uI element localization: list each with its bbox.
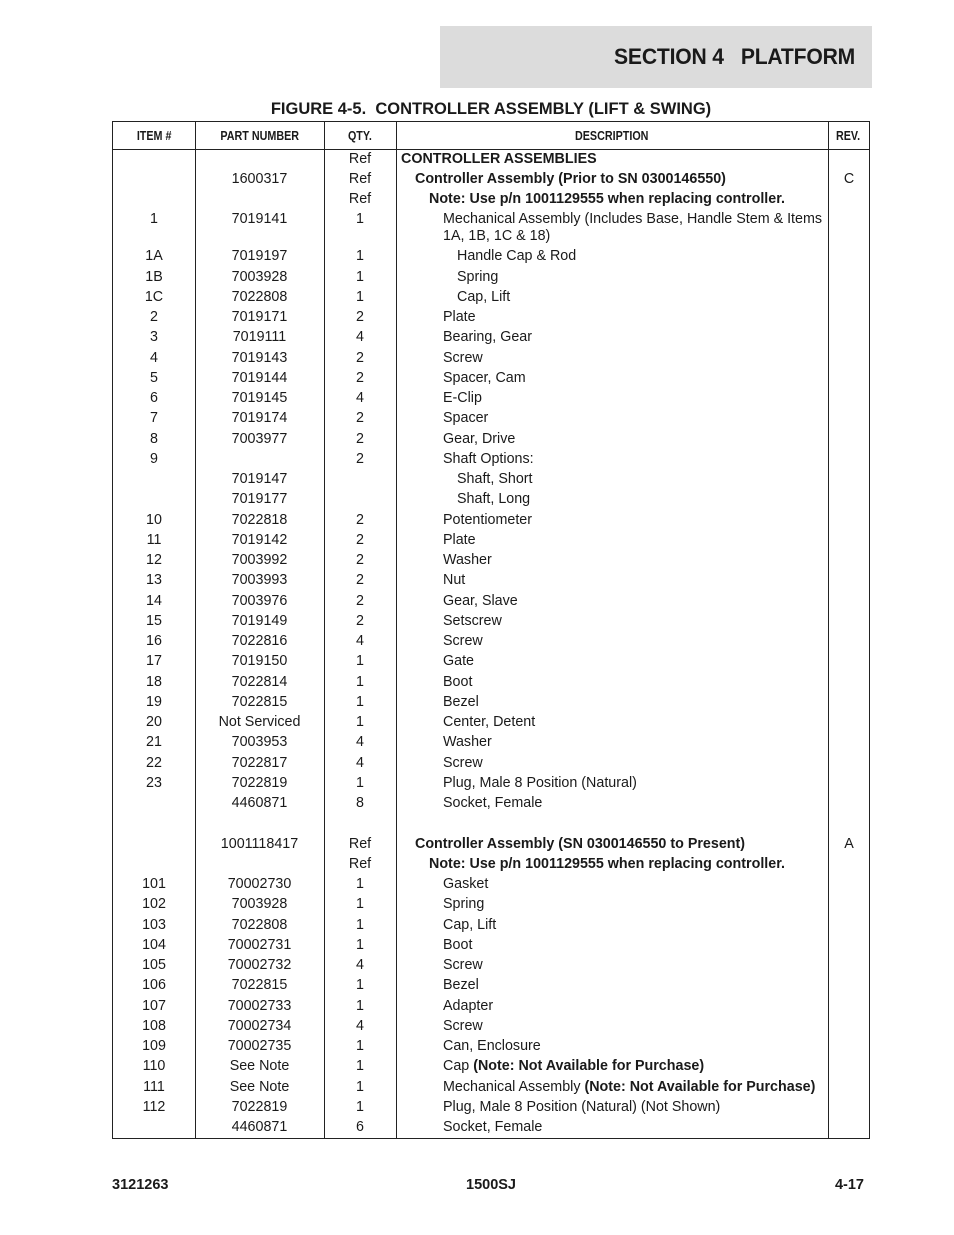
item-number-cell: 110 [142,1058,166,1075]
description-cell [443,755,823,772]
section-banner [440,26,872,88]
item-number-cell: 1C [144,288,164,305]
item-number-cell: 109 [142,1038,166,1054]
part-number-cell: 7022815 [231,977,288,994]
item-number-cell: 15 [146,612,162,629]
qty-cell: Ref [348,835,372,852]
description-cell [443,917,823,934]
description-text: Spring [457,268,499,285]
description-text: Can, Enclosure [443,1038,541,1054]
item-number-cell: 14 [146,592,162,609]
column-divider [396,122,397,1138]
description-text: Plate [443,531,476,548]
qty-cell: 4 [356,957,364,973]
description-text: Adapter [443,997,494,1014]
item-number-cell: 105 [142,957,166,973]
part-number-cell: 70002732 [227,957,292,973]
description-text: Gate [443,653,474,670]
description-text: Screw [443,1017,483,1034]
qty-cell: 2 [356,430,364,447]
description-continuation: 1A, 1B, 1C & 18) [443,228,551,245]
qty-cell: 8 [356,795,364,811]
description-text: Screw [443,349,483,366]
part-number-cell: 7019144 [231,369,288,386]
part-number-cell: 7003993 [231,572,288,589]
description-cell [443,795,823,812]
qty-cell: 1 [356,896,364,913]
part-number-cell: 7003953 [231,734,288,751]
description-text: Note: Use p/n 1001129555 when replacing controller. [429,191,785,207]
part-number-cell: 7019171 [231,309,288,325]
part-number-cell: 70002735 [227,1038,292,1054]
description-text: Gear, Drive [443,430,516,447]
part-number-cell: 7003977 [231,430,288,447]
description-text: Spacer, Cam [443,369,526,386]
description-cell [415,171,823,188]
description-text: Screw [443,754,483,771]
description-cell [443,512,823,529]
part-number-cell: 4460871 [231,1119,288,1135]
description-cell [443,350,823,367]
item-number-cell: 18 [146,673,162,690]
description-cell [443,775,823,792]
item-number-cell: 7 [150,410,158,427]
description-text: Boot [443,673,473,690]
description-cell [401,151,823,168]
qty-cell: 1 [356,1038,364,1054]
description-text: Shaft, Long [457,491,531,508]
description-text: Bearing, Gear [443,329,533,346]
item-number-cell: 6 [150,390,158,406]
part-number-cell: See Note [229,1078,290,1095]
item-number-cell: 16 [146,633,162,649]
qty-cell: 1 [356,774,364,791]
description-cell [443,451,823,468]
figure-title: FIGURE 4-5. CONTROLLER ASSEMBLY (LIFT & SWING) [270,100,712,118]
description-text: Plug, Male 8 Position (Natural) (Not Shown) [443,1098,721,1115]
qty-cell: 1 [356,288,364,305]
header-rev: REV. [836,128,861,143]
qty-cell: 1 [356,1058,364,1075]
description-text: Shaft Options: [443,450,534,467]
qty-cell: 2 [356,309,364,325]
item-number-cell: 1B [145,268,163,285]
item-number-cell: 4 [150,349,158,366]
qty-cell: 4 [356,633,364,649]
qty-cell: 1 [356,1078,364,1095]
rev-cell: C [843,170,855,187]
part-number-cell: 70002730 [227,876,292,892]
item-number-cell: 8 [150,430,158,447]
description-text: Cap, Lift [443,916,497,933]
description-text: Bezel [443,693,479,710]
part-number-cell: 7019141 [231,211,288,228]
part-number-cell: 7003976 [231,592,288,609]
part-number-cell: 7019197 [231,248,288,265]
qty-cell: 2 [356,592,364,609]
description-text: Center, Detent [443,714,536,730]
item-number-cell: 101 [142,876,166,892]
part-number-cell: 7019111 [232,329,287,346]
part-number-cell: 7022814 [231,673,288,690]
description-text: Gasket [443,876,489,892]
description-cell [443,532,823,549]
qty-cell: 1 [356,653,364,670]
description-cell [443,1018,823,1035]
description-cell [443,694,823,711]
part-number-cell: 7019142 [231,531,288,548]
qty-cell: 1 [356,693,364,710]
qty-cell: 4 [356,734,364,751]
item-number-cell: 1 [150,211,158,228]
qty-cell: 1 [356,673,364,690]
description-text: Potentiometer [443,511,533,528]
item-number-cell: 22 [146,754,162,771]
description-cell [443,896,823,913]
description-text: Socket, Female [443,1119,543,1135]
part-number-cell: 7022819 [231,774,288,791]
description-text: Screw [443,957,483,973]
rev-cell: A [844,835,854,852]
item-number-cell: 3 [150,329,158,346]
description-text: Controller Assembly (Prior to SN 0300146550) [415,170,726,187]
item-number-cell: 111 [143,1078,165,1095]
description-cell [443,431,823,448]
description-text: Cap, Lift [457,288,511,305]
footer-model: 1500SJ [466,1177,516,1193]
footer-doc-number: 3121263 [112,1177,169,1193]
description-note: (Note: Not Available for Purchase) [584,1078,816,1095]
description-text: Mechanical Assembly (Includes Base, Handle Stem & Items [443,211,823,228]
item-number-cell: 2 [150,309,158,325]
description-text: Mechanical Assembly [443,1078,585,1095]
description-text: E-Clip [443,390,482,406]
item-number-cell: 11 [146,531,162,548]
item-number-cell: 21 [146,734,162,751]
part-number-cell: 1001118417 [220,835,299,852]
header-description: DESCRIPTION [575,128,649,143]
qty-cell: 4 [356,1017,364,1034]
item-number-cell: 5 [150,369,158,386]
part-number-cell: 7003928 [231,268,288,285]
description-cell [415,836,823,853]
qty-cell: 1 [356,936,364,953]
item-number-cell: 13 [146,572,162,589]
qty-cell: 2 [356,450,364,467]
description-text: CONTROLLER ASSEMBLIES [401,150,597,167]
part-number-cell: 7003928 [231,896,288,913]
description-cell [443,653,823,670]
qty-cell: 2 [356,511,364,528]
item-number-cell: 20 [146,714,162,730]
header-part-number: PART NUMBER [220,128,299,143]
qty-cell: 2 [356,531,364,548]
description-cell [443,957,823,974]
qty-cell: 1 [356,211,364,228]
description-cell [457,471,823,488]
part-number-cell: 7022815 [231,693,288,710]
qty-cell: 4 [356,754,364,771]
description-text: Note: Use p/n 1001129555 when replacing controller. [429,855,785,872]
description-text: Nut [443,572,466,589]
description-cell [443,593,823,610]
qty-cell: 4 [356,329,364,346]
parts-table [112,121,870,1139]
item-number-cell: 19 [146,693,162,710]
description-cell [443,1058,823,1075]
part-number-cell: 7022808 [231,288,288,305]
description-cell [443,937,823,954]
qty-cell: Ref [348,170,372,187]
item-number-cell: 103 [142,916,166,933]
description-cell [443,329,823,346]
description-cell [443,734,823,751]
header-item: ITEM # [136,128,172,143]
qty-cell: 4 [356,390,364,406]
description-note: (Note: Not Available for Purchase) [473,1058,705,1075]
description-text: Boot [443,936,473,953]
part-number-cell: 7019150 [231,653,288,670]
part-number-cell: Not Serviced [218,714,301,730]
description-cell [443,998,823,1015]
qty-cell: 2 [356,369,364,386]
part-number-cell: 4460871 [231,795,288,811]
description-cell [443,633,823,650]
part-number-cell: 7003992 [231,552,288,568]
qty-cell: 1 [356,268,364,285]
description-text: Handle Cap & Rod [457,248,577,265]
description-text: Gear, Slave [443,592,518,609]
part-number-cell: 7022816 [231,633,288,649]
description-cell [443,552,823,569]
part-number-cell: 7022817 [231,754,288,771]
qty-cell: 2 [356,349,364,366]
qty-cell: 1 [356,977,364,994]
description-cell [443,370,823,387]
item-number-cell: 106 [142,977,166,994]
footer-page-number: 4-17 [834,1177,864,1193]
description-text: Bezel [443,977,479,994]
description-cell [443,410,823,427]
description-text: Plate [443,309,476,325]
description-cell [443,1099,823,1116]
part-number-cell: 7019174 [231,410,288,427]
qty-cell: Ref [348,150,372,167]
qty-cell: 1 [356,714,364,730]
part-number-cell: 7019143 [231,349,288,366]
part-number-cell: 70002731 [227,936,292,953]
description-text: Setscrew [443,612,502,629]
item-number-cell: 107 [142,997,166,1014]
part-number-cell: 7022819 [231,1098,288,1115]
part-number-cell: 70002733 [227,997,292,1014]
description-text: Cap [443,1058,474,1075]
description-cell [429,856,823,873]
description-cell [443,714,823,731]
description-cell [443,572,823,589]
qty-cell: 2 [356,410,364,427]
description-text: Washer [443,734,492,751]
description-cell [443,211,823,245]
description-cell [443,390,823,407]
qty-cell: 2 [356,552,364,568]
description-cell [429,191,823,208]
description-cell [457,289,823,306]
description-cell [443,1079,823,1096]
part-number-cell: 70002734 [227,1017,292,1034]
description-cell [443,876,823,893]
part-number-cell: 7019177 [231,491,288,508]
description-cell [457,491,823,508]
description-cell [443,1119,823,1136]
description-cell [457,248,823,265]
description-cell [443,977,823,994]
item-number-cell: 17 [146,653,162,670]
description-text: Spring [443,896,485,913]
item-number-cell: 102 [142,896,166,913]
item-number-cell: 1A [145,248,163,265]
part-number-cell: 7019149 [231,612,288,629]
part-number-cell: 1600317 [231,170,288,187]
qty-cell: 2 [356,612,364,629]
description-cell [443,674,823,691]
description-text: Controller Assembly (SN 0300146550 to Present) [415,835,746,852]
qty-cell: 1 [356,916,364,933]
description-cell [443,309,823,326]
item-number-cell: 112 [142,1098,166,1115]
description-text: Plug, Male 8 Position (Natural) [443,774,637,791]
column-divider [828,122,829,1138]
qty-cell: 1 [356,997,364,1014]
description-text: Screw [443,633,483,649]
description-cell [457,269,823,286]
description-cell [443,613,823,630]
item-number-cell: 10 [146,511,162,528]
part-number-cell: 7022808 [231,916,288,933]
qty-cell: 6 [356,1119,364,1135]
part-number-cell: 7019145 [231,390,288,406]
description-text: Washer [443,552,492,568]
item-number-cell: 108 [142,1017,166,1034]
qty-cell: 1 [356,248,364,265]
description-text: Spacer [443,410,489,427]
description-text: Socket, Female [443,795,543,811]
item-number-cell: 12 [146,552,162,568]
qty-cell: Ref [348,855,372,872]
item-number-cell: 23 [146,774,162,791]
qty-cell: Ref [348,191,372,207]
item-number-cell: 104 [142,936,166,953]
description-text: Shaft, Short [457,471,533,487]
section-title: SECTION 4 PLATFORM [613,44,855,69]
item-number-cell: 9 [150,450,158,467]
qty-cell: 1 [356,876,364,892]
part-number-cell: See Note [229,1058,290,1075]
header-qty: QTY. [348,128,372,143]
part-number-cell: 7022818 [231,511,288,528]
description-cell [443,1038,823,1055]
part-number-cell: 7019147 [231,471,288,487]
qty-cell: 1 [356,1098,364,1115]
qty-cell: 2 [356,572,364,589]
